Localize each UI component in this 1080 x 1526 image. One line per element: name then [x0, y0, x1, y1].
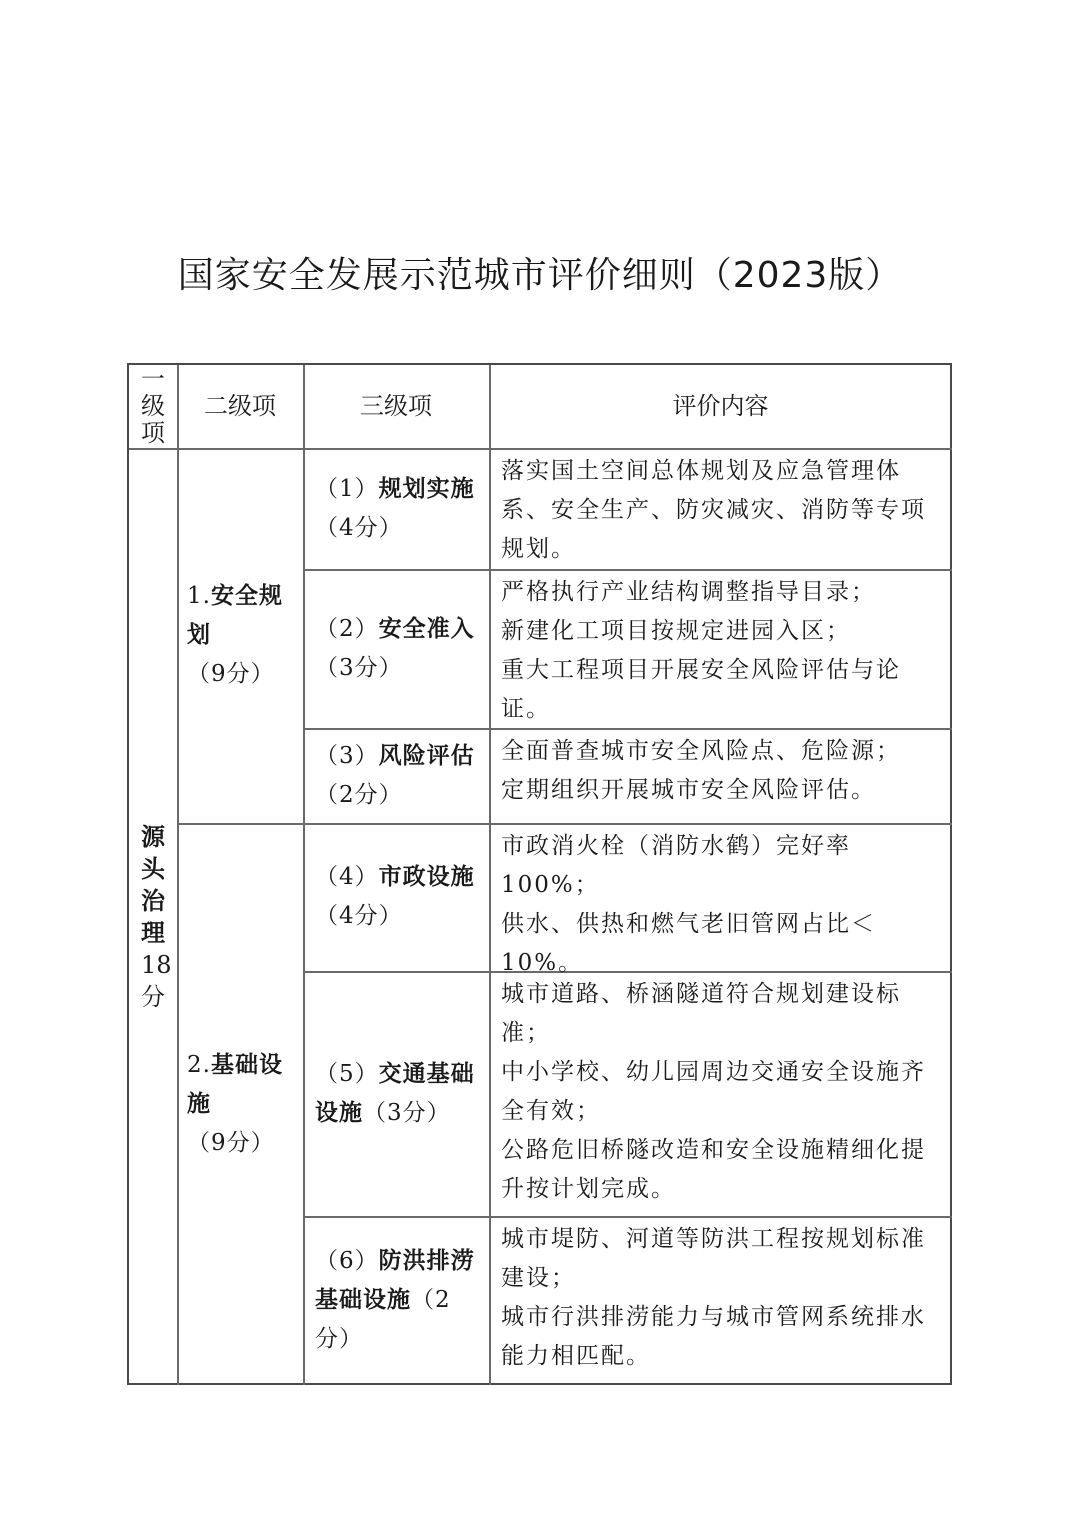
header-level1 [129, 365, 177, 448]
header-level1-label: 一级项 [141, 365, 165, 447]
content-paragraph: 重大工程项目开展安全风险评估与论证。 [501, 657, 901, 722]
level1-name: 源头治理 [141, 822, 165, 947]
content-paragraph: 城市堤防、河道等防洪工程按规划标准建设； [501, 1226, 926, 1291]
content-paragraph: 市政消火栓（消防水鹤）完好率100%； [501, 833, 851, 898]
content-paragraph: 严格执行产业结构调整指导目录； [501, 579, 876, 605]
level3-score: （4分） [315, 903, 403, 929]
content-cell [489, 971, 952, 1216]
level2-text [187, 1046, 297, 1163]
content-paragraph: 新建化工项目按规定进园入区； [501, 618, 851, 644]
level3-cell [303, 569, 489, 728]
content-paragraph: 落实国土空间总体规划及应急管理体系、安全生产、防灾减灾、消防等专项规划。 [501, 458, 926, 562]
level3-cell [303, 448, 489, 569]
level2-cell [177, 448, 303, 823]
level3-text [315, 1242, 483, 1359]
level3-name: 交通基础设施 [315, 1060, 475, 1126]
content-cell [489, 448, 952, 569]
content-paragraph: 中小学校、幼儿园周边交通安全设施齐全有效； [501, 1059, 926, 1124]
level3-name: 防洪排涝基础设施 [315, 1248, 475, 1313]
level3-score: （4分） [315, 514, 403, 541]
content-cell [489, 1216, 952, 1385]
level3-num: （1） [315, 475, 379, 502]
level3-name: 市政设施 [378, 864, 475, 890]
header-content: 评价内容 [672, 392, 769, 420]
content-paragraph: 定期组织开展城市安全风险评估。 [501, 777, 876, 803]
level2-cell [177, 823, 303, 1385]
level3-name: 风险评估 [378, 742, 475, 769]
content-cell [489, 728, 952, 823]
level3-text [315, 470, 483, 548]
content-paragraph: 供水、供热和燃气老旧管网占比＜10%。 [501, 911, 876, 976]
level2-num: 1. [187, 583, 211, 609]
level3-cell [303, 728, 489, 823]
level3-score: （2分） [315, 1287, 451, 1352]
level1-text [141, 821, 172, 1013]
level2-score: （9分） [187, 661, 275, 687]
level2-score: （9分） [187, 1129, 275, 1156]
level2-name: 安全规划 [187, 583, 283, 648]
document-title: 国家安全发展示范城市评价细则（2023版） [177, 255, 903, 296]
level2-text [187, 577, 297, 694]
level3-score: （3分） [363, 1099, 451, 1126]
content-cell [489, 569, 952, 728]
level3-text [315, 737, 483, 815]
level3-num: （3） [315, 742, 379, 769]
level3-num: （6） [315, 1248, 379, 1274]
level3-num: （4） [315, 864, 379, 890]
level3-num: （5） [315, 1060, 379, 1087]
level3-score: （3分） [315, 654, 403, 681]
level3-cell [303, 1216, 489, 1385]
content-paragraph: 城市行洪排涝能力与城市管网系统排水能力相匹配。 [501, 1304, 926, 1369]
level3-text [315, 610, 483, 688]
level3-name: 安全准入 [378, 615, 475, 642]
level1-score: 18分 [141, 950, 172, 1011]
content-paragraph: 公路危旧桥隧改造和安全设施精细化提升按计划完成。 [501, 1137, 926, 1202]
content-paragraph: 城市道路、桥涵隧道符合规划建设标准； [501, 981, 901, 1046]
level2-name: 基础设施 [187, 1051, 283, 1117]
header-level2: 二级项 [204, 392, 276, 420]
content-paragraph: 全面普查城市安全风险点、危险源； [501, 738, 901, 764]
header-level3: 三级项 [360, 392, 432, 420]
level3-cell [303, 823, 489, 971]
level3-score: （2分） [315, 781, 403, 808]
level1-cell [129, 448, 177, 1385]
level3-text [315, 1055, 483, 1133]
level3-name: 规划实施 [378, 475, 475, 502]
level3-num: （2） [315, 615, 379, 642]
level2-num: 2. [187, 1051, 211, 1078]
evaluation-table [127, 363, 952, 1385]
level3-text [315, 858, 483, 936]
level3-cell [303, 971, 489, 1216]
content-cell [489, 823, 952, 976]
